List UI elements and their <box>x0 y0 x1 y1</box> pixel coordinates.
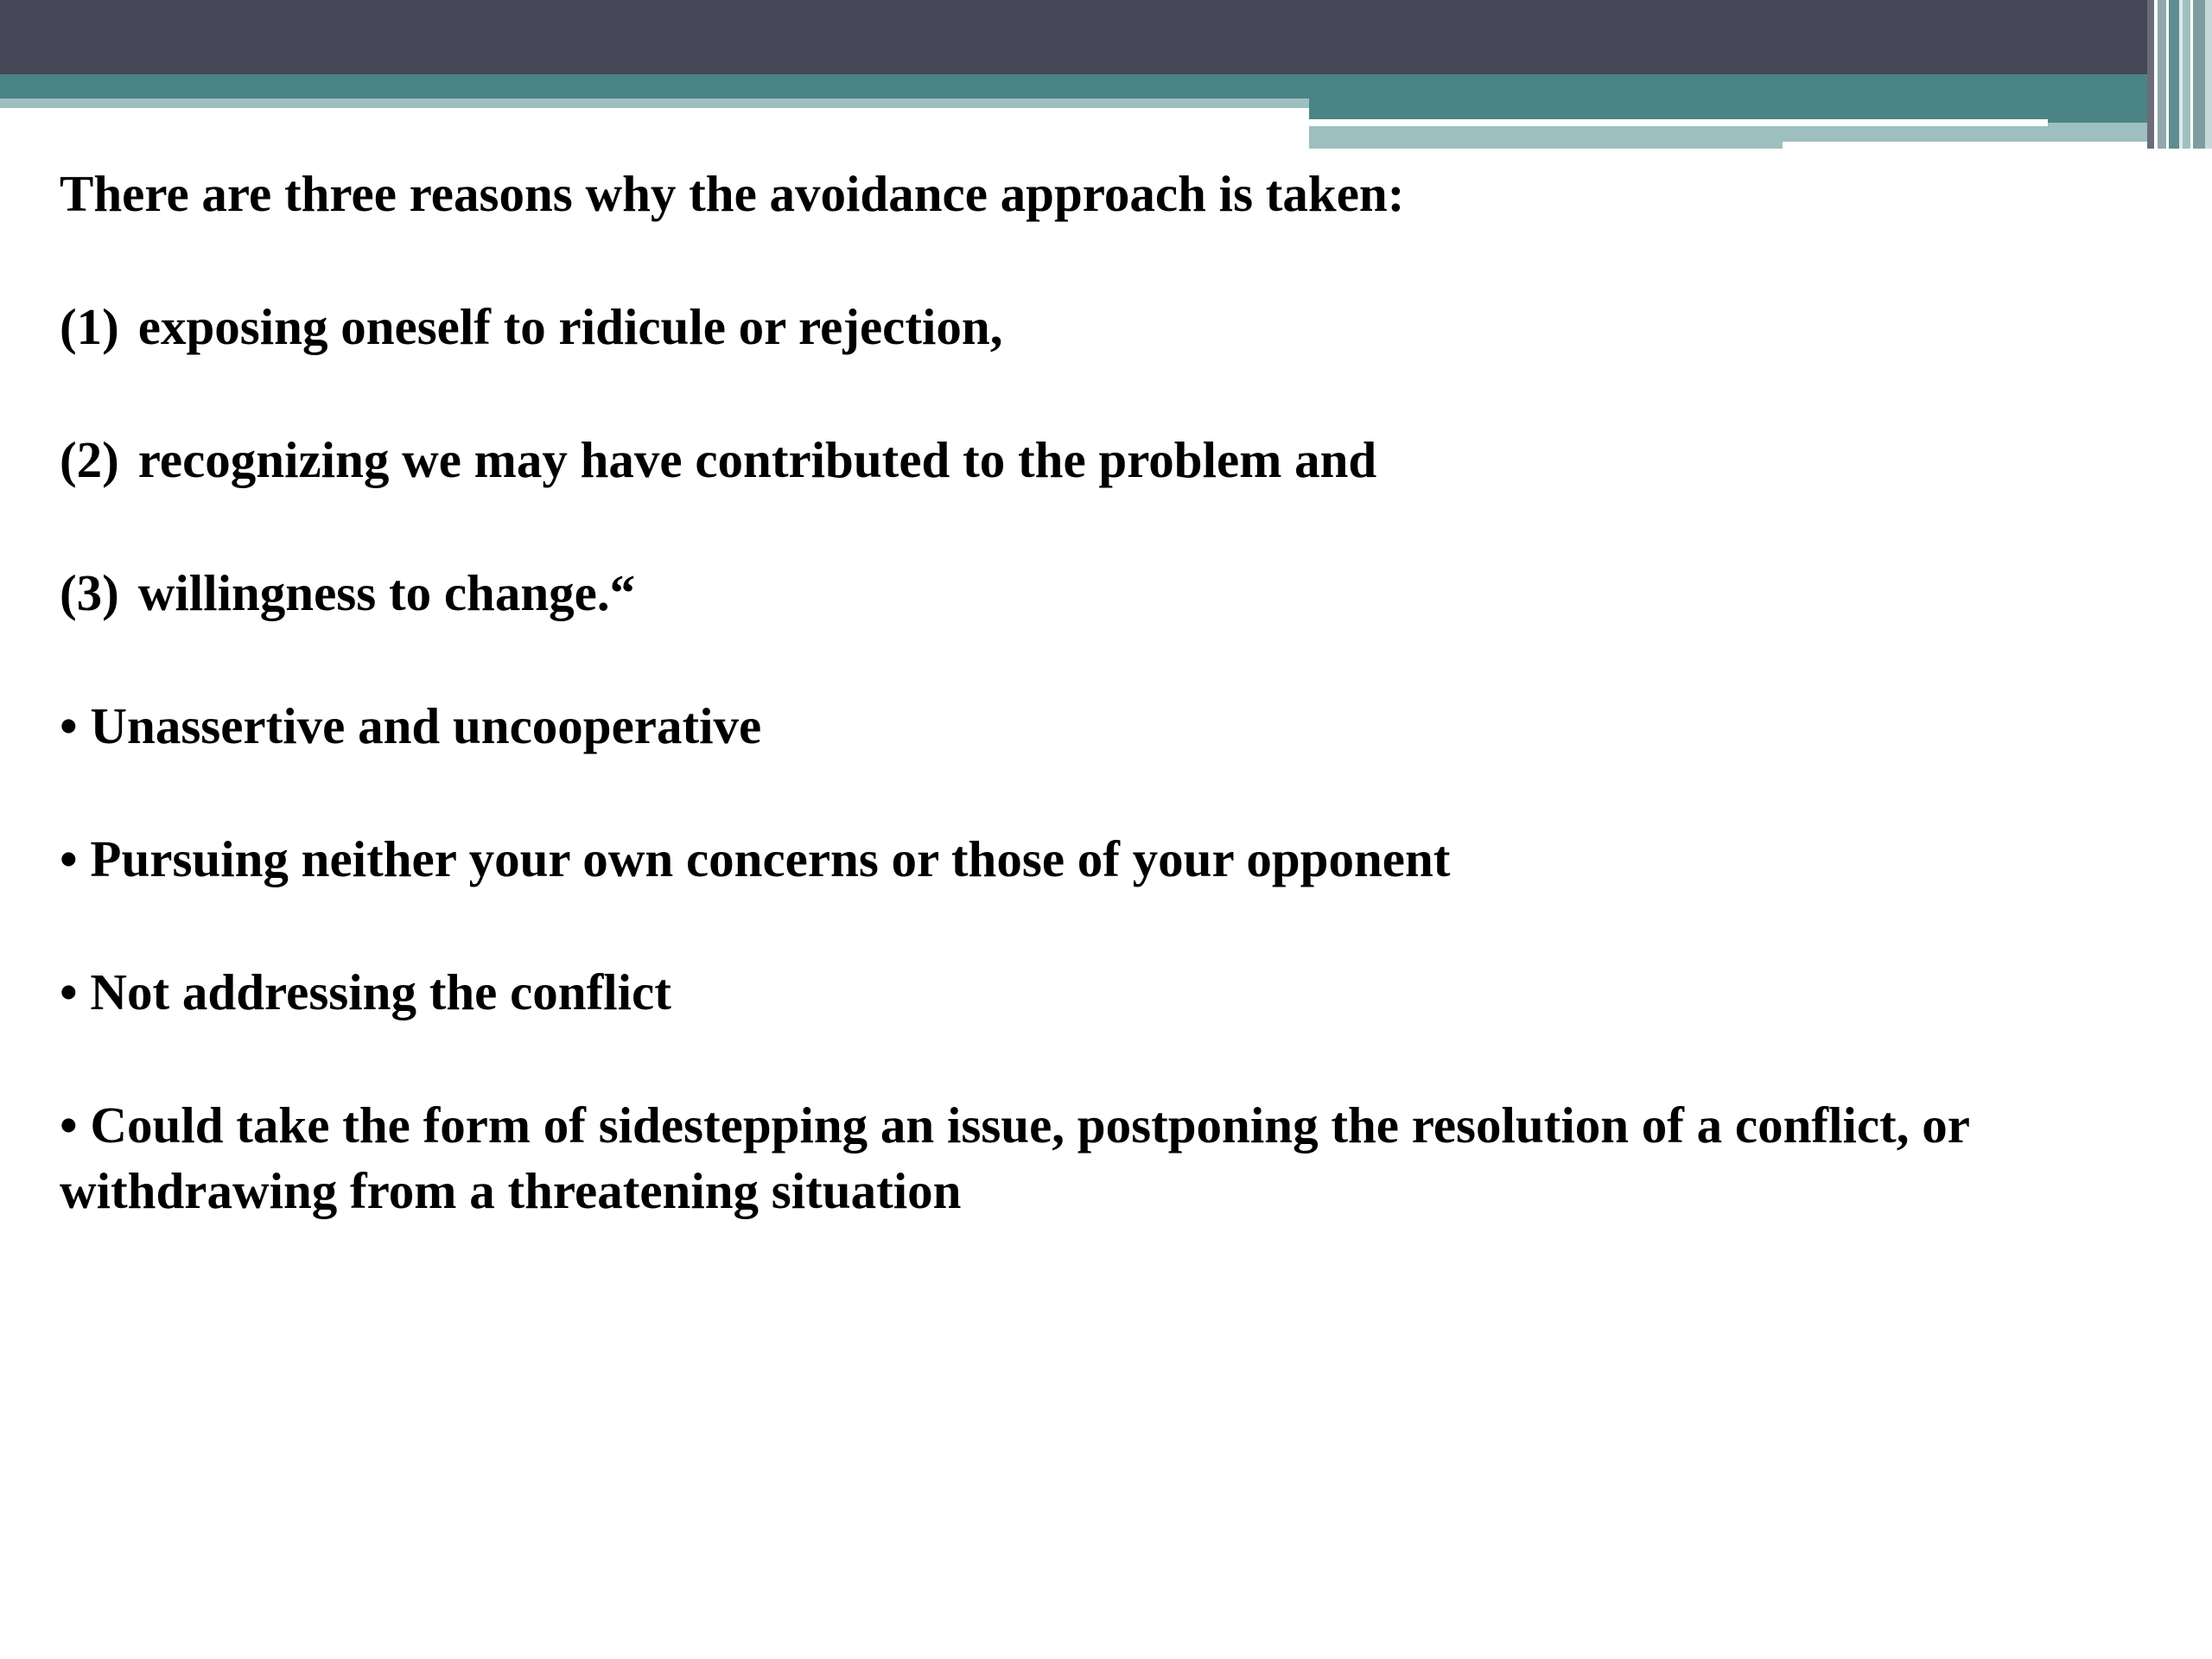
reason-text: recognizing we may have contributed to the problem and <box>137 431 1377 488</box>
banner-dark-band <box>0 0 2212 74</box>
reason-text: exposing oneself to ridicule or rejection, <box>137 298 1003 355</box>
slide-body <box>60 161 2168 1291</box>
reason-item-3 <box>60 560 2168 626</box>
reason-number: (1) <box>60 298 119 355</box>
banner-teal-band <box>0 74 2212 99</box>
reason-number: (2) <box>60 431 119 488</box>
reason-number: (3) <box>60 564 119 621</box>
banner-edge-stripes <box>2147 0 2212 149</box>
intro-text: There are three reasons why the avoidance approach is taken: <box>60 165 1405 222</box>
bullet-item-3: • Not addressing the conflict <box>60 963 671 1020</box>
reason-item-2 <box>60 427 2168 493</box>
banner-white-line <box>1309 119 2048 126</box>
bullet-item-4: • Could take the form of sidestepping an issue, postponing the resolution of a conflict, or withdrawing from a threatening situation <box>60 1096 1969 1219</box>
reason-text: willingness to change.“ <box>137 564 636 621</box>
header-banner <box>0 0 2212 151</box>
bullet-item-2: • Pursuing neither your own concerns or those of your opponent <box>60 830 1451 887</box>
bullet-item-1: • Unassertive and uncooperative <box>60 697 762 754</box>
reason-item-1 <box>60 294 2168 359</box>
banner-light-band <box>0 99 1309 108</box>
